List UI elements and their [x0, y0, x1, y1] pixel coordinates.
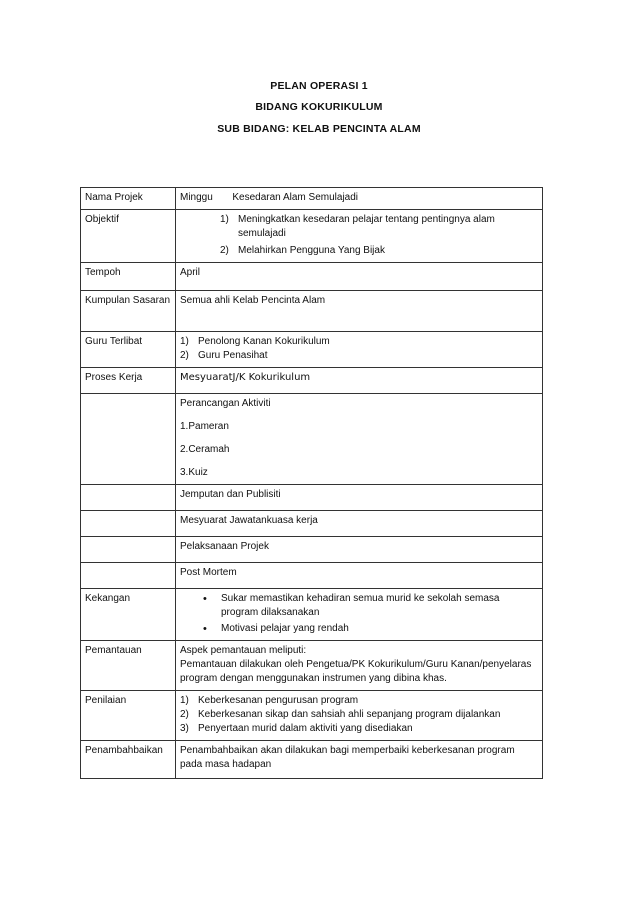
aktiviti-3: 3.Kuiz: [180, 467, 208, 478]
list-item: 2) Guru Penasihat: [180, 350, 268, 361]
label-objektif: Objektif: [81, 210, 176, 263]
row-kekangan: [81, 589, 543, 641]
row-proses-kerja: [81, 368, 543, 394]
label-guru-terlibat: Guru Terlibat: [81, 332, 176, 368]
row-proses-jemputan: [81, 485, 543, 511]
row-proses-perancangan: [81, 394, 543, 485]
guru-list: [180, 335, 538, 363]
nama-projek-value: Kesedaran Alam Semulajadi: [232, 192, 359, 203]
row-guru-terlibat: [81, 332, 543, 368]
list-item: 2) Keberkesanan sikap dan sahsiah ahli sepanjang program dijalankan: [180, 709, 501, 720]
value-jemputan: Jemputan dan Publisiti: [176, 485, 543, 511]
row-nama-projek: [81, 188, 543, 210]
value-pelaksanaan: Pelaksanaan Projek: [176, 537, 543, 563]
label-tempoh: Tempoh: [81, 263, 176, 291]
kekangan-list: [180, 592, 538, 636]
pemantauan-line1: Aspek pemantauan meliputi:: [180, 645, 307, 656]
value-penilaian: [176, 691, 543, 741]
list-item: • Motivasi pelajar yang rendah: [203, 622, 538, 636]
value-perancangan: [176, 394, 543, 485]
operation-plan-table: [80, 187, 543, 779]
value-kekangan: [176, 589, 543, 641]
nama-projek-prefix: Minggu: [180, 192, 213, 203]
list-item: 1) Penolong Kanan Kokurikulum: [180, 336, 330, 347]
aktiviti-2: 2.Ceramah: [180, 444, 230, 455]
list-item: 2) Melahirkan Pengguna Yang Bijak: [220, 245, 385, 256]
pemantauan-line2: Pemantauan dilakukan oleh Pengetua/PK Kokurikulum/Guru Kanan/penyelaras program dengan menggunakan instrumen yang dibina khas.: [180, 659, 532, 684]
label-kumpulan-sasaran: Kumpulan Sasaran: [81, 291, 176, 332]
value-mesyuarat: Mesyuarat Jawatankuasa kerja: [176, 511, 543, 537]
perancangan-heading: Perancangan Aktiviti: [180, 398, 271, 409]
value-penambahbaikan: Penambahbaikan akan dilakukan bagi memperbaiki keberkesanan program pada masa hadapan: [176, 741, 543, 779]
value-tempoh: April: [176, 263, 543, 291]
label-proses-kerja: Proses Kerja: [81, 368, 176, 394]
row-pemantauan: [81, 641, 543, 691]
doc-sub-bidang: SUB BIDANG: KELAB PENCINTA ALAM: [217, 123, 421, 135]
row-proses-post-mortem: [81, 563, 543, 589]
row-objektif: [81, 210, 543, 263]
value-pemantauan: [176, 641, 543, 691]
row-kumpulan-sasaran: [81, 291, 543, 332]
label-penilaian: Penilaian: [81, 691, 176, 741]
value-objektif: [176, 210, 543, 263]
label-kekangan: Kekangan: [81, 589, 176, 641]
aktiviti-1: 1.Pameran: [180, 421, 229, 432]
value-proses-step1: MesyuaratJ/K Kokurikulum: [176, 368, 543, 394]
list-item: 1) Meningkatkan kesedaran pelajar tentang pentingnya alam semulajadi: [220, 214, 495, 239]
row-proses-mesyuarat: [81, 511, 543, 537]
list-item: • Sukar memastikan kehadiran semua murid ke sekolah semasa program dilaksanakan: [203, 592, 538, 620]
value-nama-projek: [176, 188, 543, 210]
penilaian-list: [180, 694, 538, 736]
row-tempoh: [81, 263, 543, 291]
value-kumpulan-sasaran: Semua ahli Kelab Pencinta Alam: [176, 291, 543, 332]
value-guru-terlibat: [176, 332, 543, 368]
row-penambahbaikan: [81, 741, 543, 779]
list-item: 1) Keberkesanan pengurusan program: [180, 695, 359, 706]
doc-bidang: BIDANG KOKURIKULUM: [255, 101, 383, 113]
value-post-mortem: Post Mortem: [176, 563, 543, 589]
row-proses-pelaksanaan: [81, 537, 543, 563]
objektif-list: [180, 213, 538, 258]
label-pemantauan: Pemantauan: [81, 641, 176, 691]
list-item: 3) Penyertaan murid dalam aktiviti yang disediakan: [180, 723, 413, 734]
row-penilaian: [81, 691, 543, 741]
label-penambahbaikan: Penambahbaikan: [81, 741, 176, 779]
doc-title: PELAN OPERASI 1: [270, 80, 368, 92]
label-nama-projek: Nama Projek: [81, 188, 176, 210]
